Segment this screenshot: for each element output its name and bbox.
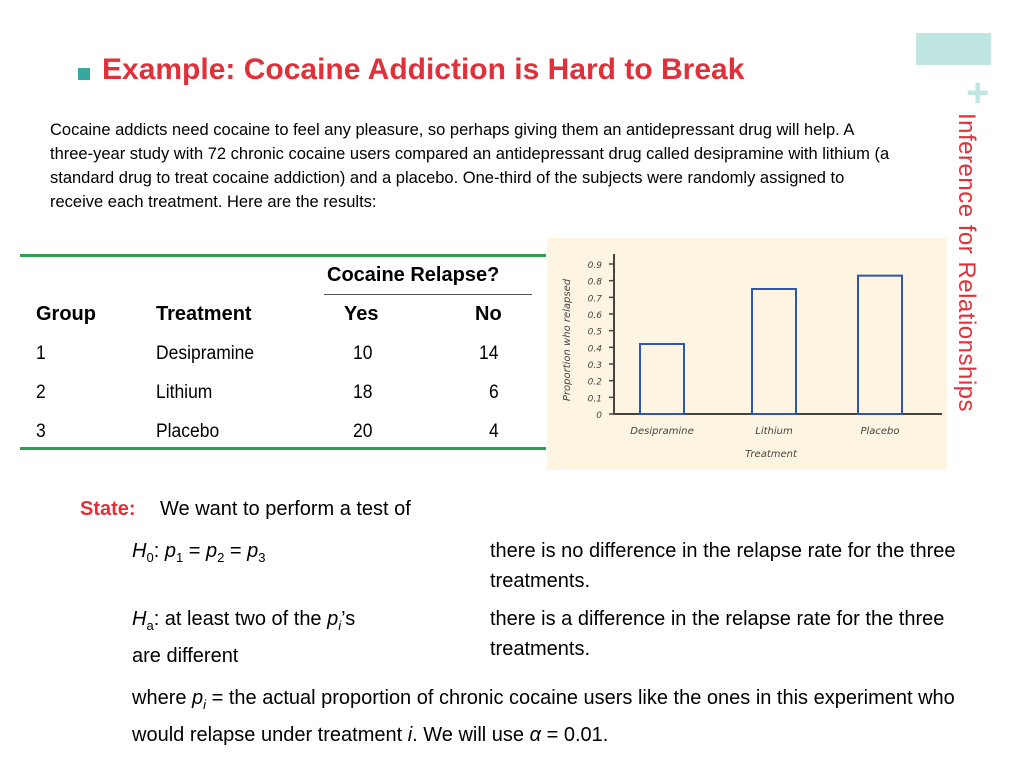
y-tick-label: 0.3 xyxy=(587,361,602,371)
table-group-header: Cocaine Relapse? xyxy=(327,264,500,286)
table-cell: 18 xyxy=(353,382,373,403)
table-cell: 14 xyxy=(479,343,499,364)
parameter-definition: where $p_i$ = the actual proportion of chronic cocaine users like the ones in this experiment who would relapse under treatment i. We will use α = 0.01. xyxy=(132,687,955,746)
y-tick-label: 0.1 xyxy=(587,394,602,405)
where-text-2: = the actual proportion of chronic cocaine users like the ones in this experiment who would relapse under treatment xyxy=(132,687,955,746)
table-cell: Placebo xyxy=(156,421,220,442)
y-tick-label: 0.8 xyxy=(587,277,602,288)
y-tick-label: 0.5 xyxy=(587,327,602,338)
table-cell: 4 xyxy=(489,421,499,442)
header-treatment: Treatment xyxy=(156,303,252,325)
header-group: Group xyxy=(36,303,96,325)
alternative-hypothesis: $H_a$: at least two of the $p_i’s$ are different xyxy=(132,608,356,667)
y-tick-label: 0.2 xyxy=(587,377,602,388)
where-text-4: = 0.01. xyxy=(541,724,609,746)
table-sub-rule xyxy=(324,294,532,295)
table-cell: 10 xyxy=(353,343,373,364)
x-tick-label: Desipramine xyxy=(630,426,694,437)
y-tick-label: 0.7 xyxy=(587,294,602,305)
relapse-table xyxy=(20,254,546,450)
header-no: No xyxy=(475,303,502,325)
y-tick-label: 0.6 xyxy=(587,311,602,321)
plus-icon: + xyxy=(966,71,990,115)
table-cell: 20 xyxy=(353,421,373,442)
alt-hyp-suffix: ’s xyxy=(341,608,356,630)
where-text-1: where xyxy=(132,687,193,709)
table-top-rule xyxy=(20,254,546,257)
table-cell: 6 xyxy=(489,382,499,403)
header-yes: Yes xyxy=(344,303,379,325)
where-text-3: . We will use xyxy=(412,724,530,746)
y-tick-label: 0.9 xyxy=(587,261,602,271)
state-text: We want to perform a test of xyxy=(160,498,411,520)
slide-title: Example: Cocaine Addiction is Hard to Break xyxy=(102,53,745,86)
x-tick-label: Lithium xyxy=(755,426,793,437)
y-axis-label: Proportion who relapsed xyxy=(562,278,573,402)
bullet-icon xyxy=(78,68,90,80)
bar-placebo xyxy=(858,276,902,414)
alternative-hypothesis-description: there is a difference in the relapse rate for the three treatments. xyxy=(490,608,945,660)
y-tick-label: 0.4 xyxy=(587,344,602,355)
table-cell: 1 xyxy=(36,343,46,364)
table-cell: Lithium xyxy=(156,382,213,403)
chart-svg xyxy=(547,238,947,470)
null-hypothesis-description: there is no difference in the relapse rate for the three treatments. xyxy=(490,540,956,592)
null-hypothesis: $H_0$: $p_1 = p_2 = p_3$ xyxy=(132,540,266,565)
y-tick-label: 0 xyxy=(596,411,602,421)
table-cell: Desipramine xyxy=(156,343,255,364)
table-cell: 2 xyxy=(36,382,46,403)
bar-desipramine xyxy=(640,344,684,414)
bar-lithium xyxy=(752,289,796,414)
sidebar-title: Inference for Relationships xyxy=(953,113,980,412)
alt-hyp-text: : at least two of the xyxy=(153,608,328,630)
table-bottom-rule xyxy=(20,447,546,450)
x-axis-label: Treatment xyxy=(745,449,797,460)
intro-paragraph: Cocaine addicts need cocaine to feel any pleasure, so perhaps giving them an antidepressant drug will help. A three-year study with 72 chronic cocaine users compared an antidepressant drug called desipramine with lithium (a standard drug to treat cocaine addiction) and a placebo. One-third of the subjects were randomly assigned to receive each treatment. Here are the results: xyxy=(50,121,890,211)
x-tick-label: Placebo xyxy=(860,426,900,437)
table-cell: 3 xyxy=(36,421,46,442)
state-label: State: xyxy=(80,498,136,520)
alt-hyp-line2: are different xyxy=(132,645,239,667)
accent-bar xyxy=(916,33,991,65)
relapse-chart xyxy=(547,238,947,470)
